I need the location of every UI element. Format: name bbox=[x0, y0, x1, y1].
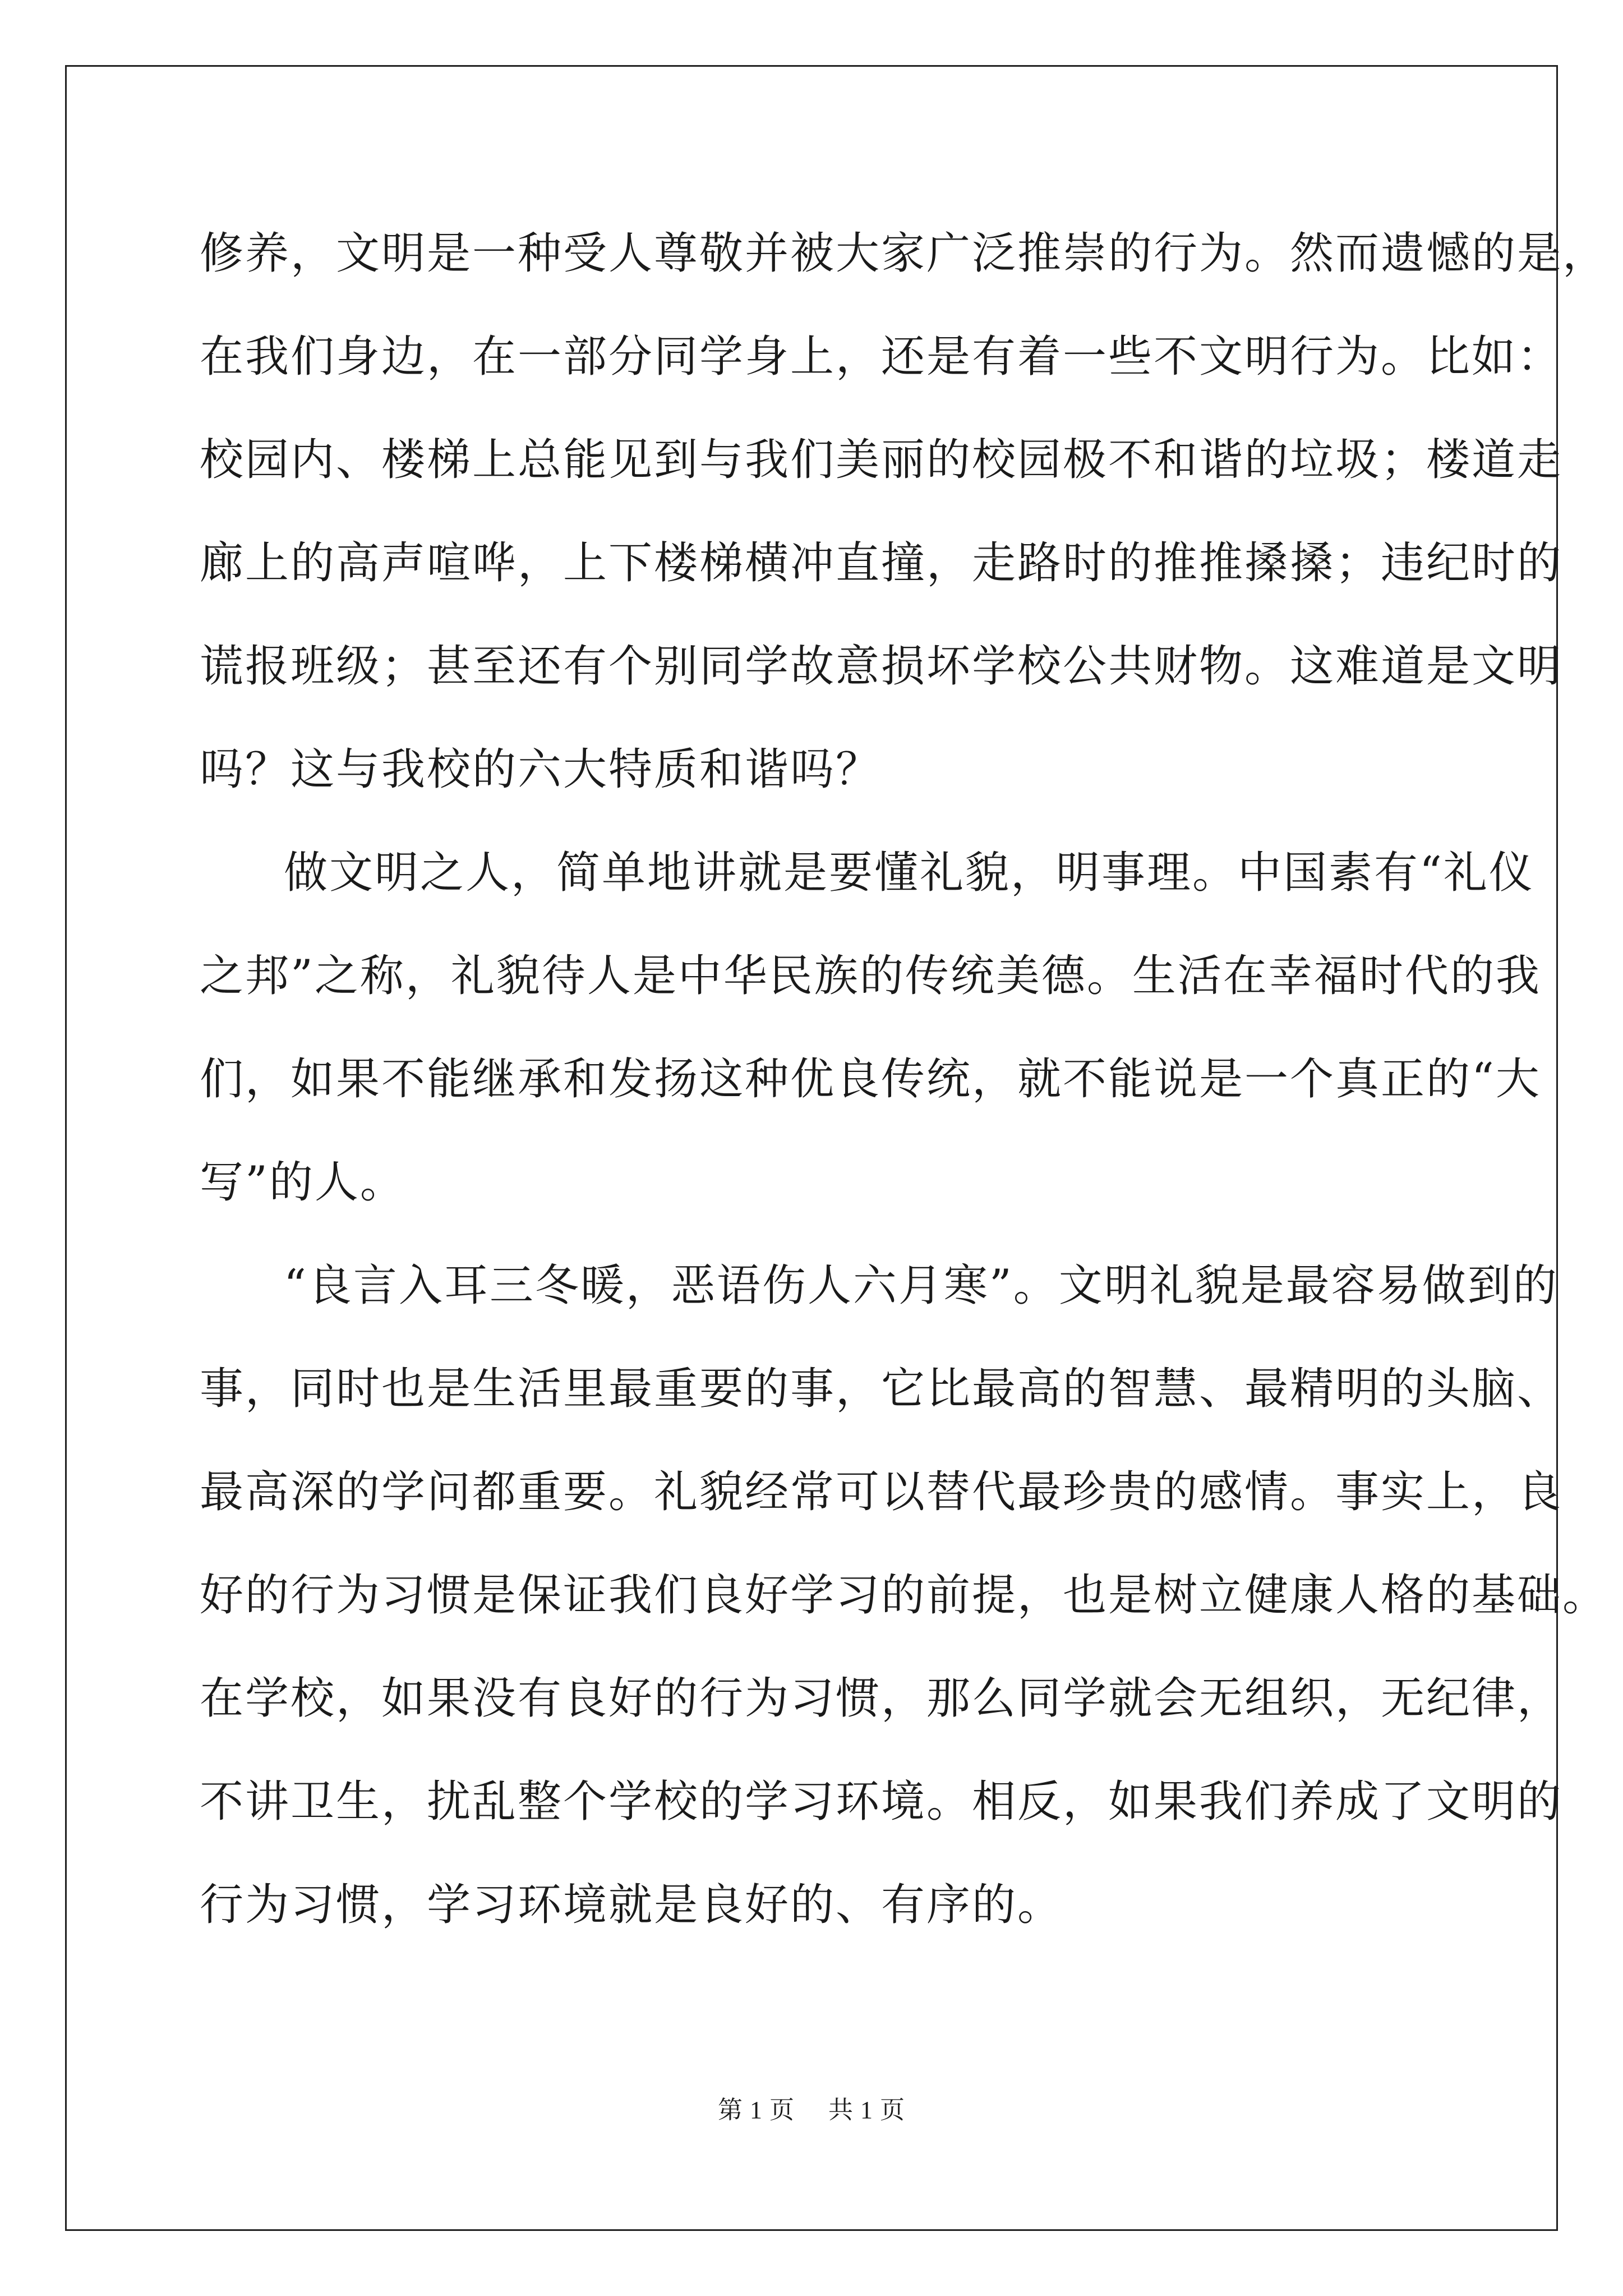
text-line: 在学校，如果没有良好的行为习惯，那么同学就会无组织，无纪律， bbox=[200, 1673, 1563, 1724]
page-total: 共 1 页 bbox=[828, 2096, 905, 2124]
text-line: 不讲卫生，扰乱整个学校的学习环境。相反，如果我们养成了文明的 bbox=[200, 1777, 1563, 1827]
text-line: 好的行为习惯是保证我们良好学习的前提，也是树立健康人格的基础。 bbox=[200, 1570, 1608, 1621]
text-line: 之邦”之称，礼貌待人是中华民族的传统美德。生活在幸福时代的我 bbox=[200, 951, 1541, 1001]
document-body bbox=[200, 202, 1608, 1957]
text-line: 修养，文明是一种受人尊敬并被大家广泛推崇的行为。然而遗憾的是， bbox=[200, 228, 1608, 279]
text-line: 廊上的高声喧哗，上下楼梯横冲直撞，走路时的推推搡搡；违纪时的 bbox=[200, 538, 1563, 588]
paragraph-first-line: 做文明之人，简单地讲就是要懂礼貌，明事理。中国素有“礼仪 bbox=[284, 848, 1534, 898]
text-line: 们，如果不能继承和发扬这种优良传统，就不能说是一个真正的“大 bbox=[200, 1054, 1541, 1105]
text-line: 谎报班级；甚至还有个别同学故意损坏学校公共财物。这难道是文明 bbox=[200, 641, 1563, 692]
text-line: 吗？这与我校的六大特质和谐吗？ bbox=[200, 744, 882, 795]
text-line: 最高深的学问都重要。礼貌经常可以替代最珍贵的感情。事实上，良 bbox=[200, 1467, 1563, 1517]
text-line: 写”的人。 bbox=[200, 1157, 405, 1208]
paragraph-first-line: “良言入耳三冬暖，恶语伤人六月寒”。文明礼貌是最容易做到的 bbox=[284, 1260, 1559, 1311]
text-line: 校园内、楼梯上总能见到与我们美丽的校园极不和谐的垃圾；楼道走 bbox=[200, 435, 1563, 485]
page-footer bbox=[0, 2090, 1623, 2125]
text-line: 在我们身边，在一部分同学身上，还是有着一些不文明行为。比如： bbox=[200, 332, 1563, 382]
page-number: 第 1 页 bbox=[718, 2096, 795, 2124]
text-line: 行为习惯，学习环境就是良好的、有序的。 bbox=[200, 1880, 1063, 1930]
text-line: 事，同时也是生活里最重要的事，它比最高的智慧、最精明的头脑、 bbox=[200, 1364, 1563, 1414]
